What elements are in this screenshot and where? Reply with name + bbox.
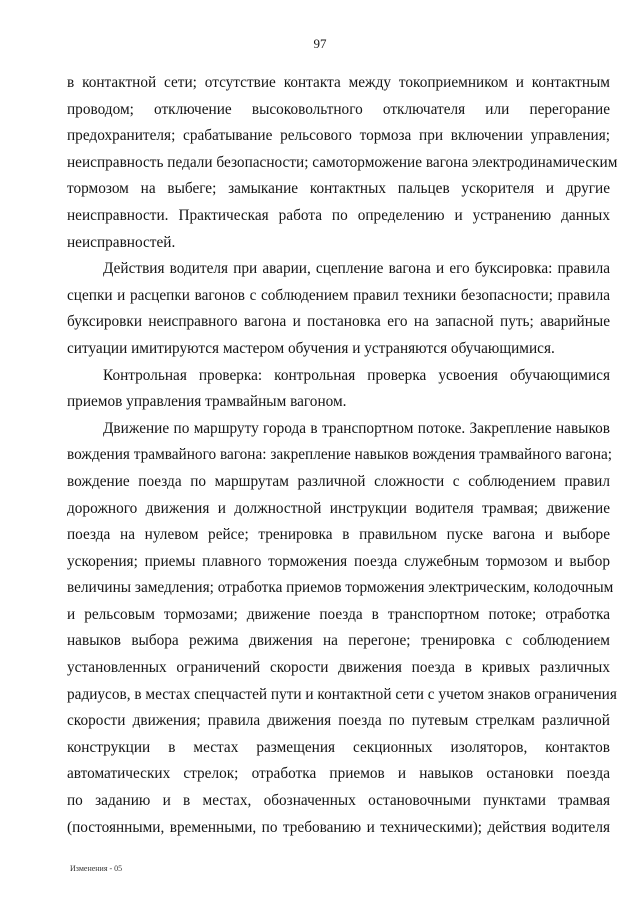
text-line: проводом; отключение высоковольтного отключателя или перегорание — [67, 100, 610, 118]
text-line: Действия водителя при аварии, сцепление вагона и его буксировка: правила — [103, 260, 610, 278]
text-line: Контрольная проверка: контрольная проверка усвоения обучающимися — [103, 366, 610, 384]
paragraph — [67, 363, 610, 416]
text-line: навыков выбора режима движения на перегоне; тренировка с соблюдением — [67, 632, 610, 650]
text-line: неисправностей. — [67, 233, 176, 251]
text-line: тормозом на выбеге; замыкание контактных пальцев ускорителя и другие — [67, 180, 610, 198]
text-line: установленных ограничений скорости движения поезда в кривых различных — [67, 659, 610, 677]
body-text — [67, 70, 618, 841]
paragraph — [67, 70, 618, 256]
text-line: радиусов, в местах спецчастей пути и контактной сети с учетом знаков ограничения — [67, 685, 617, 703]
text-line: ситуации имитируются мастером обучения и устраняются обучающимися. — [67, 339, 555, 357]
text-line: вождение поезда по маршрутам различной сложности с соблюдением правил — [67, 472, 610, 490]
text-line: предохранителя; срабатывание рельсового тормоза при включении управления; — [67, 127, 610, 145]
text-line: конструкции в местах размещения секционных изоляторов, контактов — [67, 738, 610, 756]
footer-revision-note: Изменения - 05 — [70, 864, 123, 873]
text-line: дорожного движения и должностной инструкции водителя трамвая; движение — [67, 499, 610, 517]
text-line: вождения трамвайного вагона: закрепление навыков вождения трамвайного вагона; — [67, 446, 612, 464]
text-line: буксировки неисправного вагона и постановка его на запасной путь; аварийные — [67, 313, 610, 331]
text-line: и рельсовым тормозами; движение поезда в транспортном потоке; отработка — [67, 605, 610, 623]
text-line: величины замедления; отработка приемов торможения электрическим, колодочным — [67, 579, 614, 597]
text-line: Движение по маршруту города в транспортном потоке. Закрепление навыков — [103, 419, 610, 437]
text-line: (постоянными, временными, по требованию и техническими); действия водителя — [67, 818, 610, 836]
text-line: автоматических стрелок; отработка приемов и навыков остановки поезда — [67, 765, 610, 783]
paragraph — [67, 256, 610, 362]
text-line: ускорения; приемы плавного торможения поезда служебным тормозом и выбор — [67, 552, 610, 570]
page-number: 97 — [313, 36, 327, 51]
text-line: неисправность педали безопасности; самоторможение вагона электродинамическим — [67, 153, 618, 171]
paragraph — [67, 416, 617, 842]
text-line: поезда на нулевом рейсе; тренировка в правильном пуске вагона и выборе — [67, 526, 610, 544]
text-line: по заданию и в местах, обозначенных остановочными пунктами трамвая — [67, 792, 610, 810]
text-line: сцепки и расцепки вагонов с соблюдением правил техники безопасности; правила — [67, 286, 610, 304]
text-line: скорости движения; правила движения поезда по путевым стрелкам различной — [67, 712, 610, 730]
text-line: приемов управления трамвайным вагоном. — [67, 393, 347, 411]
text-line: неисправности. Практическая работа по определению и устранению данных — [67, 206, 610, 224]
text-line: в контактной сети; отсутствие контакта между токоприемником и контактным — [67, 74, 610, 91]
